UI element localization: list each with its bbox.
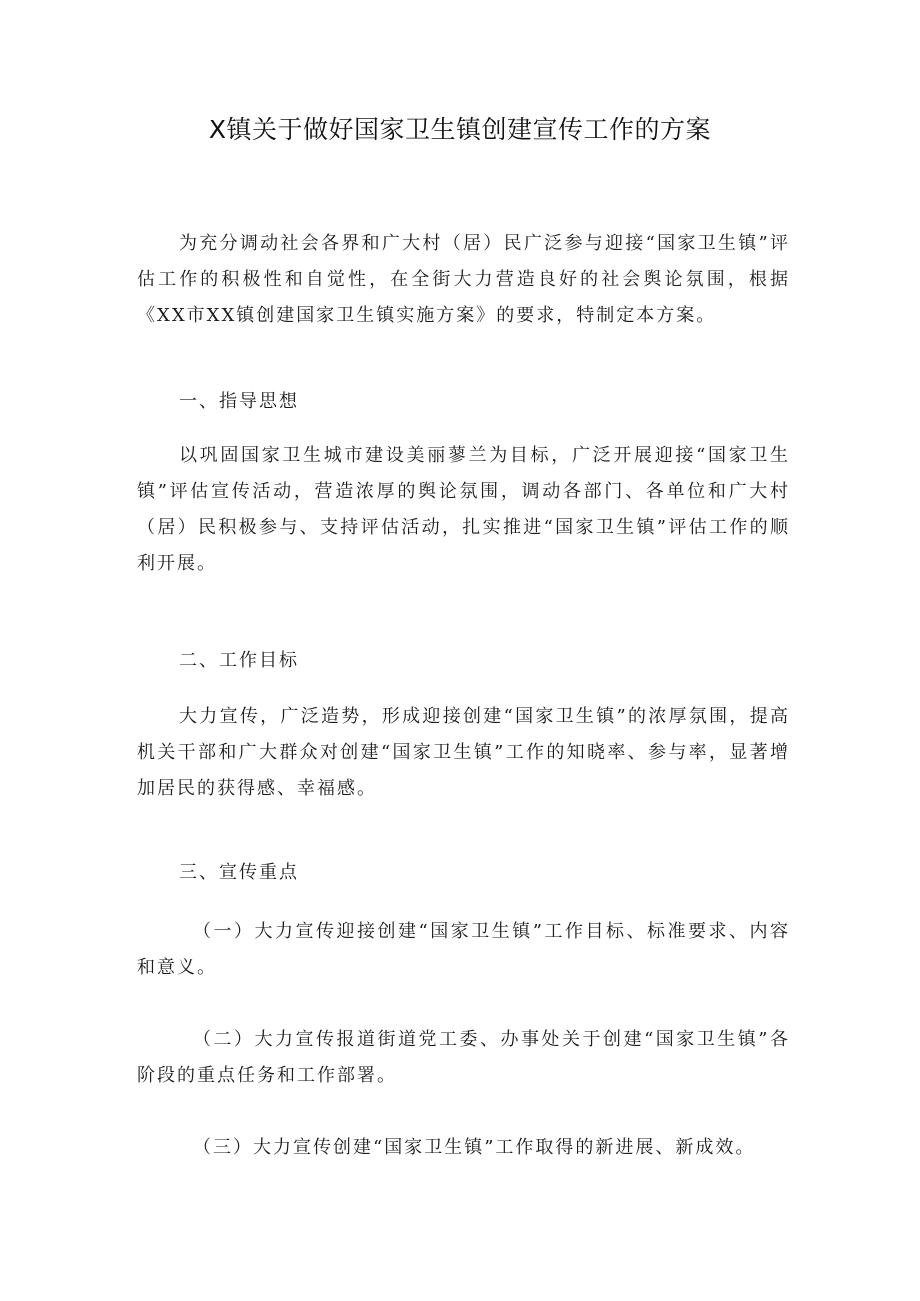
section-heading-text: 二、工作目标 [179,650,299,671]
section-heading-text: 三、宣传重点 [179,862,299,883]
section-heading-text: 一、指导思想 [179,391,299,412]
focus-item-text: （三）大力宣传创建“国家卫生镇”工作取得的新进展、新成效。 [193,1137,756,1158]
focus-item-1 [137,914,790,986]
section-heading-guiding [137,384,790,420]
intro-paragraph [137,226,790,334]
section-body-guiding [137,438,790,582]
section-heading-goals [137,643,790,679]
document-title: X镇关于做好国家卫生镇创建宣传工作的方案 [208,115,712,144]
focus-item-text: （一）大力宣传迎接创建“国家卫生镇”工作目标、标准要求、内容和意义。 [137,921,790,978]
intro-text: 为充分调动社会各界和广大村（居）民广泛参与迎接“国家卫生镇”评估工作的积极性和自觉性，在全街大力营造良好的社会舆论氛围，根据《XX市XX镇创建国家卫生镇实施方案》的要求，特制定本方案。 [137,233,790,326]
section-body-text: 大力宣传，广泛造势，形成迎接创建“国家卫生镇”的浓厚氛围，提高机关干部和广大群众对创建“国家卫生镇”工作的知晓率、参与率，显著增加居民的获得感、幸福感。 [137,706,790,799]
focus-item-2 [137,1022,790,1094]
section-body-goals [137,699,790,807]
focus-item-3 [137,1130,790,1166]
section-body-text: 以巩固国家卫生城市建设美丽蓼兰为目标，广泛开展迎接“国家卫生镇”评估宣传活动，营造浓厚的舆论氛围，调动各部门、各单位和广大村（居）民积极参与、支持评估活动，扎实推进“国家卫生镇”评估工作的顺利开展。 [137,445,790,574]
focus-item-text: （二）大力宣传报道街道党工委、办事处关于创建“国家卫生镇”各阶段的重点任务和工作部署。 [137,1029,790,1086]
section-heading-focus [137,855,790,891]
